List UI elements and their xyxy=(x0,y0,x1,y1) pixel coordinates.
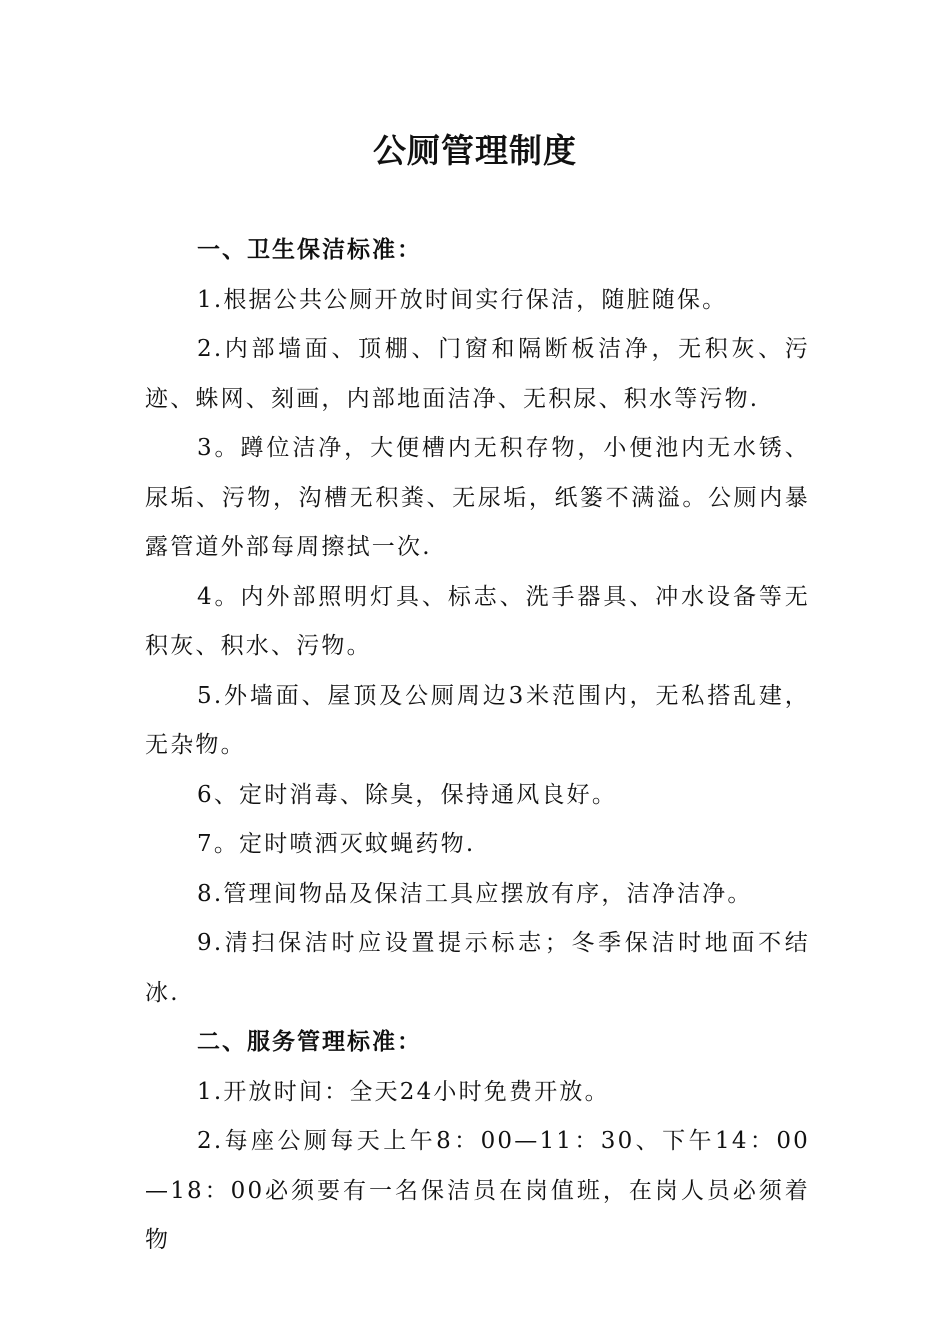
section-heading: 一、卫生保洁标准： xyxy=(197,237,422,263)
list-item: 1.根据公共公厕开放时间实行保洁，随脏随保。 xyxy=(197,286,728,313)
list-item: 8.管理间物品及保洁工具应摆放有序，洁净洁净。 xyxy=(197,880,753,907)
list-item: 4。内外部照明灯具、标志、洗手器具、冲水设备等无积灰、积水、污物。 xyxy=(145,583,810,659)
list-item: 6、定时消毒、除臭，保持通风良好。 xyxy=(197,781,618,808)
list-item: 7。定时喷洒灭蚊蝇药物. xyxy=(197,831,476,857)
list-item: 1.开放时间：全天24小时免费开放。 xyxy=(197,1078,610,1105)
list-item: 5.外墙面、屋顶及公厕周边3米范围内，无私搭乱建，无杂物。 xyxy=(145,682,810,758)
section-service-standards xyxy=(145,1018,810,1266)
list-item: 9.清扫保洁时应设置提示标志；冬季保洁时地面不结冰. xyxy=(145,930,810,1006)
list-item: 3。蹲位洁净，大便槽内无积存物，小便池内无水锈、尿垢、污物，沟槽无积粪、无尿垢，纸篓不满溢。公厕内暴露管道外部每周擦拭一次. xyxy=(145,435,810,560)
document-title: 公厕管理制度 xyxy=(373,131,577,170)
section-hygiene-standards xyxy=(145,226,810,1018)
document-body xyxy=(145,226,810,1266)
section-heading: 二、服务管理标准： xyxy=(197,1029,422,1055)
list-item: 2.每座公厕每天上午8：00—11：30、下午14：00—18：00必须要有一名保洁员在岗值班，在岗人员必须着物 xyxy=(145,1128,810,1253)
list-item: 2.内部墙面、顶棚、门窗和隔断板洁净，无积灰、污迹、蛛网、刻画，内部地面洁净、无积尿、积水等污物. xyxy=(145,336,810,412)
